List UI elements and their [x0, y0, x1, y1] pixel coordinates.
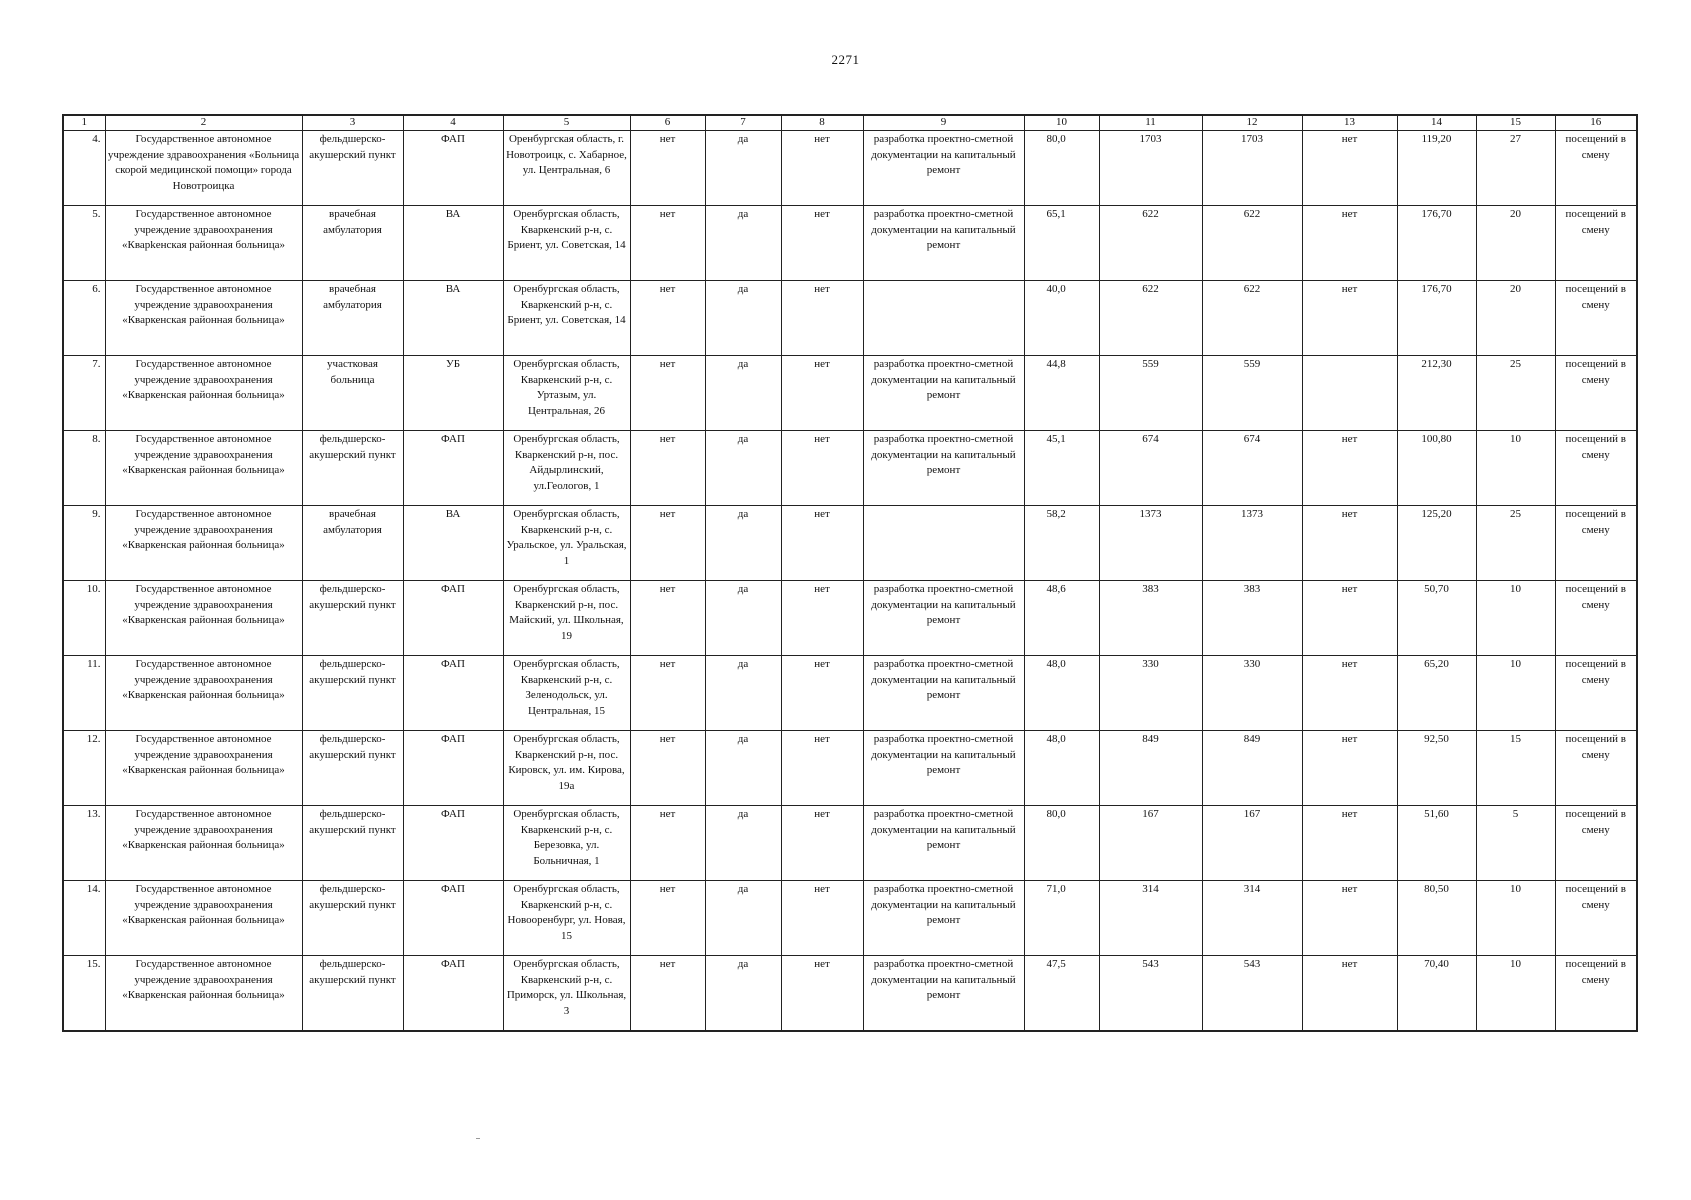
facility-abbr: ВА — [403, 281, 503, 356]
col13-value: нет — [1302, 806, 1397, 881]
facility-abbr: УБ — [403, 356, 503, 431]
col9-value: разработка проектно-сметной документации на капитальный ремонт — [863, 356, 1024, 431]
facility-type: фельдшерско-акушерский пункт — [302, 956, 403, 1032]
organization-name: Государственное автономное учреждение здравоохранения «Кваркенская районная больница» — [105, 581, 302, 656]
facility-abbr: ФАП — [403, 581, 503, 656]
row-number: 9. — [63, 506, 105, 581]
facility-abbr: ФАП — [403, 731, 503, 806]
col7-value: да — [705, 581, 781, 656]
facility-address: Оренбургская область, Кваркенский р-н, с. Уральское, ул. Уральская, 1 — [503, 506, 630, 581]
organization-name: Государственное автономное учреждение здравоохранения «Кваркенская районная больница» — [105, 956, 302, 1032]
col8-value: нет — [781, 506, 863, 581]
col8-value: нет — [781, 656, 863, 731]
col13-value: нет — [1302, 731, 1397, 806]
column-header: 14 — [1397, 115, 1476, 131]
col11-value: 1703 — [1099, 131, 1202, 206]
col16-value: посещений в смену — [1555, 281, 1637, 356]
col13-value: нет — [1302, 206, 1397, 281]
col14-value: 212,30 — [1397, 356, 1476, 431]
table-row — [63, 731, 1637, 806]
col7-value: да — [705, 506, 781, 581]
facility-abbr: ФАП — [403, 656, 503, 731]
row-number: 15. — [63, 956, 105, 1032]
column-header: 8 — [781, 115, 863, 131]
facility-type: врачебная амбулатория — [302, 506, 403, 581]
col11-value: 559 — [1099, 356, 1202, 431]
col12-value: 849 — [1202, 731, 1302, 806]
col7-value: да — [705, 956, 781, 1032]
col15-value: 20 — [1476, 281, 1555, 356]
facilities-table — [62, 114, 1638, 1032]
col11-value: 1373 — [1099, 506, 1202, 581]
col14-value: 100,80 — [1397, 431, 1476, 506]
facility-address: Оренбургская область, Кваркенский р-н, пос. Айдырлинский, ул.Геологов, 1 — [503, 431, 630, 506]
col8-value: нет — [781, 581, 863, 656]
col8-value: нет — [781, 281, 863, 356]
area-value: 47,5 — [1024, 956, 1099, 1032]
col12-value: 622 — [1202, 281, 1302, 356]
col15-value: 27 — [1476, 131, 1555, 206]
column-header-row — [63, 115, 1637, 131]
col16-value: посещений в смену — [1555, 656, 1637, 731]
col6-value: нет — [630, 581, 705, 656]
facility-abbr: ВА — [403, 506, 503, 581]
row-number: 12. — [63, 731, 105, 806]
row-number: 13. — [63, 806, 105, 881]
col7-value: да — [705, 281, 781, 356]
col9-value: разработка проектно-сметной документации на капитальный ремонт — [863, 581, 1024, 656]
col13-value — [1302, 356, 1397, 431]
scan-speck — [476, 1138, 480, 1139]
area-value: 45,1 — [1024, 431, 1099, 506]
col11-value: 674 — [1099, 431, 1202, 506]
column-header: 3 — [302, 115, 403, 131]
col14-value: 51,60 — [1397, 806, 1476, 881]
col13-value: нет — [1302, 281, 1397, 356]
table-row — [63, 956, 1637, 1032]
table-row — [63, 581, 1637, 656]
col8-value: нет — [781, 206, 863, 281]
col7-value: да — [705, 431, 781, 506]
area-value: 48,6 — [1024, 581, 1099, 656]
col14-value: 80,50 — [1397, 881, 1476, 956]
col9-value: разработка проектно-сметной документации на капитальный ремонт — [863, 806, 1024, 881]
area-value: 40,0 — [1024, 281, 1099, 356]
col8-value: нет — [781, 431, 863, 506]
col15-value: 10 — [1476, 656, 1555, 731]
col16-value: посещений в смену — [1555, 581, 1637, 656]
col8-value: нет — [781, 731, 863, 806]
col8-value: нет — [781, 131, 863, 206]
col15-value: 10 — [1476, 581, 1555, 656]
page-number: 2271 — [831, 52, 860, 67]
table-row — [63, 881, 1637, 956]
col11-value: 167 — [1099, 806, 1202, 881]
area-value: 65,1 — [1024, 206, 1099, 281]
facility-address: Оренбургская область, Кваркенский р-н, с. Бриент, ул. Советская, 14 — [503, 206, 630, 281]
col16-value: посещений в смену — [1555, 956, 1637, 1032]
facility-type: участковая больница — [302, 356, 403, 431]
table-body — [63, 115, 1637, 1031]
area-value: 80,0 — [1024, 131, 1099, 206]
col15-value: 5 — [1476, 806, 1555, 881]
facility-type: фельдшерско-акушерский пункт — [302, 431, 403, 506]
col9-value: разработка проектно-сметной документации на капитальный ремонт — [863, 656, 1024, 731]
col6-value: нет — [630, 356, 705, 431]
row-number: 11. — [63, 656, 105, 731]
facility-type: врачебная амбулатория — [302, 206, 403, 281]
col6-value: нет — [630, 431, 705, 506]
facility-type: врачебная амбулатория — [302, 281, 403, 356]
col12-value: 330 — [1202, 656, 1302, 731]
column-header: 11 — [1099, 115, 1202, 131]
organization-name: Государственное автономное учреждение здравоохранения «Кваркенская районная больница» — [105, 356, 302, 431]
column-header: 12 — [1202, 115, 1302, 131]
column-header: 9 — [863, 115, 1024, 131]
area-value: 44,8 — [1024, 356, 1099, 431]
col16-value: посещений в смену — [1555, 506, 1637, 581]
col9-value: разработка проектно-сметной документации на капитальный ремонт — [863, 431, 1024, 506]
col16-value: посещений в смену — [1555, 806, 1637, 881]
col7-value: да — [705, 881, 781, 956]
col9-value: разработка проектно-сметной документации на капитальный ремонт — [863, 881, 1024, 956]
col7-value: да — [705, 206, 781, 281]
col7-value: да — [705, 131, 781, 206]
col16-value: посещений в смену — [1555, 131, 1637, 206]
col12-value: 559 — [1202, 356, 1302, 431]
column-header: 1 — [63, 115, 105, 131]
col12-value: 1703 — [1202, 131, 1302, 206]
facility-type: фельдшерско-акушерский пункт — [302, 131, 403, 206]
organization-name: Государственное автономное учреждение здравоохранения «Кваркенская районная больница» — [105, 281, 302, 356]
col9-value: разработка проектно-сметной документации на капитальный ремонт — [863, 206, 1024, 281]
column-header: 5 — [503, 115, 630, 131]
col12-value: 622 — [1202, 206, 1302, 281]
column-header: 10 — [1024, 115, 1099, 131]
col6-value: нет — [630, 281, 705, 356]
row-number: 10. — [63, 581, 105, 656]
table-row — [63, 806, 1637, 881]
table-row — [63, 131, 1637, 206]
col11-value: 622 — [1099, 281, 1202, 356]
col9-value: разработка проектно-сметной документации на капитальный ремонт — [863, 731, 1024, 806]
facility-address: Оренбургская область, г. Новотроицк, с. Хабарное, ул. Центральная, 6 — [503, 131, 630, 206]
column-header: 15 — [1476, 115, 1555, 131]
col12-value: 1373 — [1202, 506, 1302, 581]
col14-value: 125,20 — [1397, 506, 1476, 581]
col8-value: нет — [781, 881, 863, 956]
col15-value: 10 — [1476, 881, 1555, 956]
col13-value: нет — [1302, 656, 1397, 731]
facility-address: Оренбургская область, Кваркенский р-н, с. Новооренбург, ул. Новая, 15 — [503, 881, 630, 956]
table-row — [63, 356, 1637, 431]
col7-value: да — [705, 731, 781, 806]
row-number: 4. — [63, 131, 105, 206]
table-row — [63, 506, 1637, 581]
col6-value: нет — [630, 806, 705, 881]
area-value: 48,0 — [1024, 731, 1099, 806]
col7-value: да — [705, 806, 781, 881]
column-header: 7 — [705, 115, 781, 131]
col12-value: 314 — [1202, 881, 1302, 956]
organization-name: Государственное автономное учреждение здравоохранения «Кваркенская районная больница» — [105, 431, 302, 506]
col12-value: 543 — [1202, 956, 1302, 1032]
facility-type: фельдшерско-акушерский пункт — [302, 656, 403, 731]
col11-value: 543 — [1099, 956, 1202, 1032]
col13-value: нет — [1302, 131, 1397, 206]
col9-value: разработка проектно-сметной документации на капитальный ремонт — [863, 956, 1024, 1032]
col15-value: 20 — [1476, 206, 1555, 281]
area-value: 58,2 — [1024, 506, 1099, 581]
col13-value: нет — [1302, 431, 1397, 506]
organization-name: Государственное автономное учреждение здравоохранения «Кваркенская районная больница» — [105, 731, 302, 806]
col12-value: 383 — [1202, 581, 1302, 656]
column-header: 6 — [630, 115, 705, 131]
table-row — [63, 281, 1637, 356]
col11-value: 330 — [1099, 656, 1202, 731]
table-row — [63, 656, 1637, 731]
facility-type: фельдшерско-акушерский пункт — [302, 731, 403, 806]
col6-value: нет — [630, 881, 705, 956]
column-header: 13 — [1302, 115, 1397, 131]
col8-value: нет — [781, 806, 863, 881]
col6-value: нет — [630, 731, 705, 806]
col13-value: нет — [1302, 506, 1397, 581]
col14-value: 92,50 — [1397, 731, 1476, 806]
col14-value: 70,40 — [1397, 956, 1476, 1032]
area-value: 71,0 — [1024, 881, 1099, 956]
area-value: 80,0 — [1024, 806, 1099, 881]
facility-address: Оренбургская область, Кваркенский р-н, с. Уртазым, ул. Центральная, 26 — [503, 356, 630, 431]
column-header: 16 — [1555, 115, 1637, 131]
col9-value — [863, 506, 1024, 581]
facility-address: Оренбургская область, Кваркенский р-н, с. Зеленодольск, ул. Центральная, 15 — [503, 656, 630, 731]
column-header: 4 — [403, 115, 503, 131]
facility-address: Оренбургская область, Кваркенский р-н, с. Березовка, ул. Больничная, 1 — [503, 806, 630, 881]
row-number: 6. — [63, 281, 105, 356]
organization-name: Государственное автономное учреждение здравоохранения «Больница скорой медицинской помощи» города Новотроицка — [105, 131, 302, 206]
col7-value: да — [705, 356, 781, 431]
facility-type: фельдшерско-акушерский пункт — [302, 806, 403, 881]
col16-value: посещений в смену — [1555, 356, 1637, 431]
col16-value: посещений в смену — [1555, 206, 1637, 281]
col6-value: нет — [630, 506, 705, 581]
facility-address: Оренбургская область, Кваркенский р-н, с. Бриент, ул. Советская, 14 — [503, 281, 630, 356]
col9-value — [863, 281, 1024, 356]
row-number: 5. — [63, 206, 105, 281]
column-header: 2 — [105, 115, 302, 131]
col6-value: нет — [630, 956, 705, 1032]
col16-value: посещений в смену — [1555, 431, 1637, 506]
row-number: 8. — [63, 431, 105, 506]
col8-value: нет — [781, 356, 863, 431]
col11-value: 383 — [1099, 581, 1202, 656]
col6-value: нет — [630, 656, 705, 731]
row-number: 7. — [63, 356, 105, 431]
facility-address: Оренбургская область, Кваркенский р-н, пос. Кировск, ул. им. Кирова, 19а — [503, 731, 630, 806]
area-value: 48,0 — [1024, 656, 1099, 731]
organization-name: Государственное автономное учреждение здравоохранения «Кварkенская районная больница» — [105, 206, 302, 281]
table-row — [63, 431, 1637, 506]
facility-abbr: ФАП — [403, 881, 503, 956]
table-row — [63, 206, 1637, 281]
col15-value: 15 — [1476, 731, 1555, 806]
facility-abbr: ФАП — [403, 956, 503, 1032]
col15-value: 10 — [1476, 956, 1555, 1032]
col15-value: 25 — [1476, 356, 1555, 431]
col6-value: нет — [630, 131, 705, 206]
facility-abbr: ФАП — [403, 131, 503, 206]
facility-abbr: ФАП — [403, 806, 503, 881]
col13-value: нет — [1302, 881, 1397, 956]
organization-name: Государственное автономное учреждение здравоохранения «Кваркенская районная больница» — [105, 506, 302, 581]
col16-value: посещений в смену — [1555, 881, 1637, 956]
col14-value: 65,20 — [1397, 656, 1476, 731]
col14-value: 50,70 — [1397, 581, 1476, 656]
facility-address: Оренбургская область, Кваркенский р-н, пос. Майский, ул. Школьная, 19 — [503, 581, 630, 656]
facility-type: фельдшерско-акушерский пункт — [302, 581, 403, 656]
col12-value: 674 — [1202, 431, 1302, 506]
row-number: 14. — [63, 881, 105, 956]
organization-name: Государственное автономное учреждение здравоохранения «Кваркенская районная больница» — [105, 806, 302, 881]
col8-value: нет — [781, 956, 863, 1032]
col11-value: 622 — [1099, 206, 1202, 281]
col13-value: нет — [1302, 581, 1397, 656]
facility-abbr: ВА — [403, 206, 503, 281]
col14-value: 176,70 — [1397, 281, 1476, 356]
col9-value: разработка проектно-сметной документации на капитальный ремонт — [863, 131, 1024, 206]
col11-value: 849 — [1099, 731, 1202, 806]
organization-name: Государственное автономное учреждение здравоохранения «Кваркенская районная больница» — [105, 656, 302, 731]
col14-value: 176,70 — [1397, 206, 1476, 281]
col14-value: 119,20 — [1397, 131, 1476, 206]
col12-value: 167 — [1202, 806, 1302, 881]
col16-value: посещений в смену — [1555, 731, 1637, 806]
facility-address: Оренбургская область, Кваркенский р-н, с. Приморск, ул. Школьная, 3 — [503, 956, 630, 1032]
facility-type: фельдшерско-акушерский пункт — [302, 881, 403, 956]
col6-value: нет — [630, 206, 705, 281]
col15-value: 10 — [1476, 431, 1555, 506]
col13-value: нет — [1302, 956, 1397, 1032]
col11-value: 314 — [1099, 881, 1202, 956]
facility-abbr: ФАП — [403, 431, 503, 506]
organization-name: Государственное автономное учреждение здравоохранения «Кваркенская районная больница» — [105, 881, 302, 956]
col15-value: 25 — [1476, 506, 1555, 581]
col7-value: да — [705, 656, 781, 731]
